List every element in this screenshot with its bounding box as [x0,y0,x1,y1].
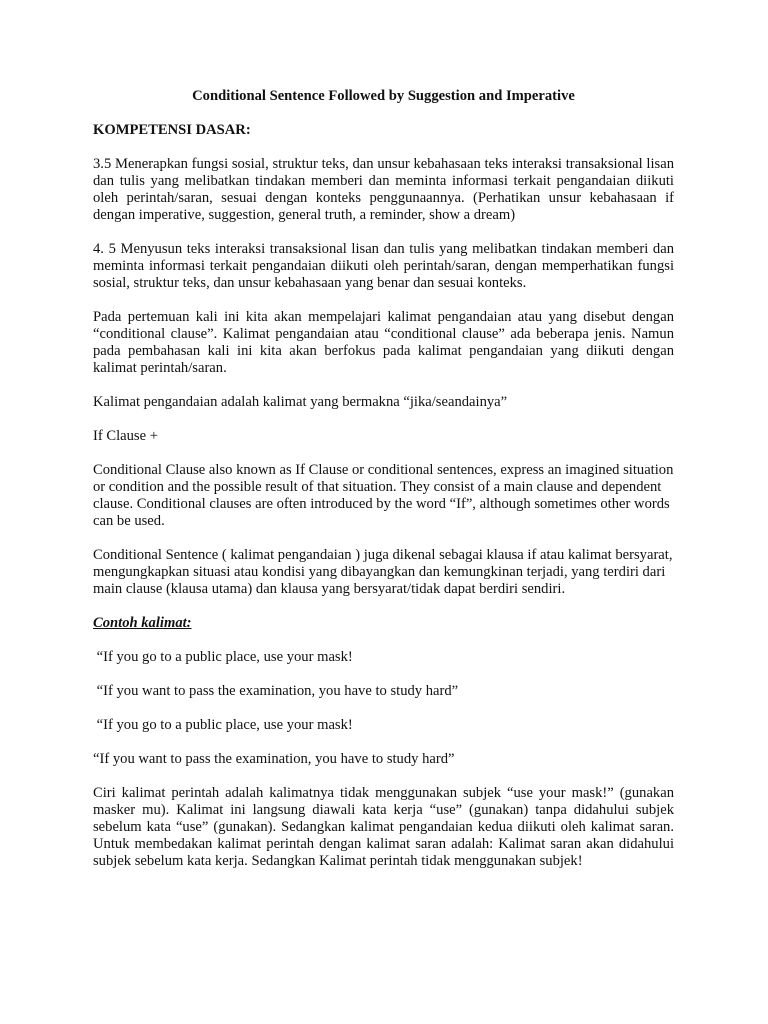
intro-paragraph: Pada pertemuan kali ini kita akan mempelajari kalimat pengandaian atau yang disebut dengan “conditional clause”. Kalimat pengandaian atau “conditional clause” ada beberapa jenis. Namun pada pembahasan kali ini kita akan berfokus pada kalimat pengandaian yang diikuti dengan kalimat perintah/saran. [93,309,674,376]
english-explanation-paragraph: Conditional Clause also known as If Clause or conditional sentences, express an imagined situation or condition and the possible result of that situation. They consist of a main clause and dependent clause. Conditional clauses are often introduced by the word “If”, although sometimes other words can be used. [93,462,674,529]
contoh-heading-line [93,615,674,632]
definition-paragraph: Kalimat pengandaian adalah kalimat yang bermakna “jika/seandainya” [93,394,508,410]
kd-3-5-paragraph: 3.5 Menerapkan fungsi sosial, struktur teks, dan unsur kebahasaan teks interaksi transaksional lisan dan tulis yang melibatkan tindakan memberi dan meminta informasi terkait pengandaian diikuti oleh perintah/saran, sesuai dengan konteks penggunaannya. (Perhatikan unsur kebahasaan if dengan imperative, suggestion, general truth, a reminder, show a dream) [93,156,674,223]
document-title: Conditional Sentence Followed by Suggestion and Imperative [192,88,575,104]
kompetensi-heading: KOMPETENSI DASAR: [93,122,251,138]
example-sentence: “If you go to a public place, use your mask! [93,649,353,665]
ciri-paragraph: Ciri kalimat perintah adalah kalimatnya tidak menggunakan subjek “use your mask!” (gunakan masker mu). Kalimat ini langsung diawali kata kerja “use” (gunakan) tanpa didahului subjek sebelum kata “use” (gunakan). Sedangkan kalimat pengandaian kedua diikuti oleh kalimat saran. Untuk membedakan kalimat perintah dengan kalimat saran adalah: Kalimat saran akan didahului subjek sebelum kata kerja. Sedangkan Kalimat perintah tidak menggunakan subjek! [93,785,674,869]
example-sentence: “If you want to pass the examination, you have to study hard” [93,751,455,767]
example-sentence: “If you go to a public place, use your mask! [93,717,353,733]
if-clause-line: If Clause + [93,428,158,444]
indonesian-explanation-paragraph: Conditional Sentence ( kalimat pengandaian ) juga dikenal sebagai klausa if atau kalimat bersyarat, mengungkapkan situasi atau kondisi yang dibayangkan dan kemungkinan terjadi, yang terdiri dari main clause (klausa utama) dan klausa yang bersyarat/tidak dapat berdiri sendiri. [93,547,673,597]
example-sentence: “If you want to pass the examination, you have to study hard” [93,683,459,699]
contoh-heading: Contoh kalimat: [93,615,192,631]
kd-4-5-paragraph: 4. 5 Menyusun teks interaksi transaksional lisan dan tulis yang melibatkan tindakan memberi dan meminta informasi terkait pengandaian diikuti oleh perintah/saran, dengan memperhatikan fungsi sosial, struktur teks, dan unsur kebahasaan yang benar dan sesuai konteks. [93,241,674,291]
